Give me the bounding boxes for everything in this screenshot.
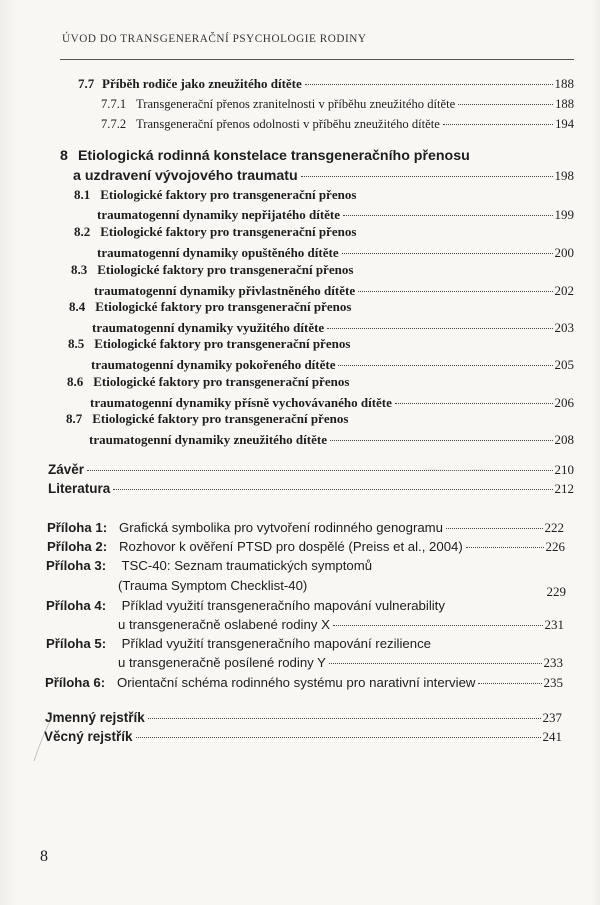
toc-label: Jmenný rejstřík	[45, 710, 145, 725]
toc-number: 8.6	[67, 374, 84, 389]
toc-label: traumatogenní dynamiky přísně vychovávaného dítěte	[90, 395, 392, 410]
dot-leader	[329, 663, 542, 664]
dot-leader	[113, 489, 552, 490]
dot-leader	[87, 470, 552, 471]
toc-page: 235	[543, 675, 563, 690]
toc-page: 202	[554, 283, 574, 298]
toc-entry-priloha-1[interactable]	[47, 520, 564, 536]
toc-number: 8	[60, 148, 68, 164]
toc-entry-8-2-line1[interactable]	[74, 224, 356, 240]
toc-page: 226	[545, 539, 565, 554]
dot-leader	[458, 104, 553, 105]
toc-label: Etiologické faktory pro transgenerační přenos	[97, 262, 354, 277]
toc-entry-8-6-line2[interactable]	[90, 395, 574, 411]
toc-entry-8-3-line1[interactable]	[71, 262, 353, 278]
toc-page: 205	[554, 357, 574, 372]
toc-label: traumatogenní dynamiky pokořeného dítěte	[91, 357, 336, 372]
toc-page: 208	[554, 432, 574, 447]
toc-label: Transgenerační přenos odolnosti v příběhu zneužitého dítěte	[136, 117, 440, 131]
paper-smudge	[420, 462, 490, 471]
toc-label: Etiologické faktory pro transgenerační přenos	[95, 299, 352, 314]
toc-label: u transgeneračně oslabené rodiny X	[118, 617, 330, 632]
toc-entry-8-6-line1[interactable]	[67, 374, 349, 390]
toc-label: TSC-40: Seznam traumatických symptomů	[121, 558, 373, 573]
appendix-tag: Příloha 1:	[47, 520, 108, 535]
toc-entry-priloha-4-line1[interactable]	[46, 598, 445, 613]
toc-label: Rozhovor k ověření PTSD pro dospělé (Preiss et al., 2004)	[119, 539, 463, 554]
dot-leader	[327, 328, 552, 329]
toc-number: 8.5	[68, 336, 85, 351]
dot-leader	[301, 176, 553, 177]
dot-leader	[466, 547, 544, 548]
toc-number: 7.7.2	[101, 117, 127, 131]
toc-label: Orientační schéma rodinného systému pro narativní interview	[117, 675, 476, 690]
dot-leader	[330, 440, 553, 441]
toc-page: 237	[542, 710, 562, 725]
running-title: ÚVOD DO TRANSGENERAČNÍ PSYCHOLOGIE RODINY	[62, 33, 367, 45]
toc-page: 199	[554, 207, 574, 222]
toc-entry-8-1-line1[interactable]	[74, 187, 356, 203]
toc-label: Příběh rodiče jako zneužitého dítěte	[102, 76, 302, 91]
dot-leader	[305, 84, 553, 85]
toc-label: traumatogenní dynamiky nepřijatého dítěte	[97, 207, 341, 222]
toc-label: Etiologické faktory pro transgenerační přenos	[92, 411, 349, 426]
toc-entry-literatura[interactable]	[48, 481, 574, 497]
toc-number: 8.1	[74, 187, 91, 202]
toc-label: Příklad využití transgeneračního mapování vulnerability	[121, 598, 445, 613]
toc-entry-priloha-6[interactable]	[45, 675, 563, 691]
toc-entry-priloha-5-line1[interactable]	[46, 636, 431, 651]
toc-label: Grafická symbolika pro vytvoření rodinného genogramu	[119, 520, 443, 535]
toc-number: 8.3	[71, 262, 88, 277]
toc-entry-priloha-4-line2[interactable]	[118, 617, 564, 633]
toc-number: 8.4	[69, 299, 86, 314]
dot-leader	[446, 528, 543, 529]
dot-leader	[148, 718, 541, 719]
toc-page: 210	[554, 462, 574, 477]
dot-leader	[478, 683, 541, 684]
dot-leader	[136, 737, 541, 738]
toc-label: Etiologické faktory pro transgenerační přenos	[100, 224, 357, 239]
dot-leader	[333, 625, 543, 626]
dot-leader	[343, 215, 552, 216]
pencil-mark-icon	[30, 715, 64, 765]
toc-label: (Trauma Symptom Checklist-40)	[118, 578, 308, 593]
dot-leader	[443, 124, 553, 125]
dot-leader	[358, 291, 552, 292]
dot-leader	[342, 253, 553, 254]
toc-entry-8-1-line2[interactable]	[97, 207, 574, 223]
toc-entry-priloha-2[interactable]	[47, 539, 565, 555]
toc-number: 8.2	[74, 224, 91, 239]
dot-leader	[338, 365, 552, 366]
toc-entry-8-7-line2[interactable]	[89, 432, 574, 448]
dot-leader	[395, 403, 553, 404]
toc-entry-7-7-1[interactable]	[101, 97, 574, 112]
toc-entry-8-2-line2[interactable]	[97, 245, 574, 261]
toc-page: 194	[555, 117, 574, 131]
toc-entry-7-7[interactable]	[78, 76, 574, 92]
toc-entry-8-3-line2[interactable]	[94, 283, 574, 299]
toc-page: 212	[554, 481, 574, 496]
toc-entry-7-7-2[interactable]	[101, 117, 574, 132]
toc-label: Etiologické faktory pro transgenerační přenos	[94, 336, 351, 351]
toc-entry-8-4-line1[interactable]	[69, 299, 351, 315]
toc-entry-priloha-5-line2[interactable]	[118, 655, 563, 671]
dot-leader	[310, 586, 544, 587]
toc-entry-8-7-line1[interactable]	[66, 411, 348, 427]
toc-label: a uzdravení vývojového traumatu	[73, 168, 298, 184]
toc-entry-8-5-line2[interactable]	[91, 357, 574, 373]
appendix-tag: Příloha 6:	[45, 675, 106, 690]
toc-label: Transgenerační přenos zranitelnosti v příběhu zneužitého dítěte	[136, 97, 456, 111]
toc-page: 229	[546, 584, 566, 599]
toc-entry-vecny-rejstrik[interactable]	[44, 729, 562, 745]
toc-label: traumatogenní dynamiky opuštěného dítěte	[97, 245, 339, 260]
toc-label: Etiologická rodinná konstelace transgeneračního přenosu	[77, 148, 470, 164]
toc-entry-8-5-line1[interactable]	[68, 336, 350, 352]
toc-page: 188	[555, 97, 574, 111]
toc-label: u transgeneračně posílené rodiny Y	[118, 655, 326, 670]
toc-label: Literatura	[48, 481, 111, 496]
appendix-tag: Příloha 4:	[46, 598, 107, 613]
toc-label: traumatogenní dynamiky využitého dítěte	[92, 320, 325, 335]
toc-entry-jmenny-rejstrik[interactable]	[45, 710, 562, 726]
appendix-tag: Příloha 3:	[46, 558, 107, 573]
toc-label: Etiologické faktory pro transgenerační přenos	[100, 187, 357, 202]
toc-page: 233	[543, 655, 563, 670]
appendix-tag: Příloha 2:	[47, 539, 108, 554]
toc-page: 188	[554, 76, 574, 91]
page-number: 8	[40, 848, 48, 865]
toc-label: traumatogenní dynamiky přivlastněného dítěte	[94, 283, 356, 298]
toc-label: Příklad využití transgeneračního mapování rezilience	[121, 636, 432, 651]
chapter-8-title-line1[interactable]	[60, 148, 470, 164]
toc-entry-priloha-3-line2[interactable]	[118, 578, 566, 599]
toc-page: 206	[554, 395, 574, 410]
toc-number: 8.7	[66, 411, 83, 426]
toc-page: 203	[554, 320, 574, 335]
appendix-tag: Příloha 5:	[46, 636, 107, 651]
toc-number: 7.7.1	[101, 97, 127, 111]
toc-label: traumatogenní dynamiky zneužitého dítěte	[89, 432, 327, 447]
toc-page: 222	[544, 520, 564, 535]
toc-page: 241	[542, 729, 562, 744]
toc-entry-8-4-line2[interactable]	[92, 320, 574, 336]
toc-page: 198	[554, 168, 574, 183]
toc-number: 7.7	[78, 76, 95, 91]
toc-label: Etiologické faktory pro transgenerační přenos	[93, 374, 350, 389]
chapter-8-title-line2[interactable]	[73, 168, 574, 184]
toc-label: Věcný rejstřík	[44, 729, 133, 744]
toc-label: Závěr	[48, 462, 85, 477]
toc-page: 231	[544, 617, 564, 632]
toc-entry-zaver[interactable]	[48, 462, 574, 478]
toc-entry-priloha-3-line1[interactable]	[46, 558, 372, 573]
toc-page: 200	[554, 245, 574, 260]
